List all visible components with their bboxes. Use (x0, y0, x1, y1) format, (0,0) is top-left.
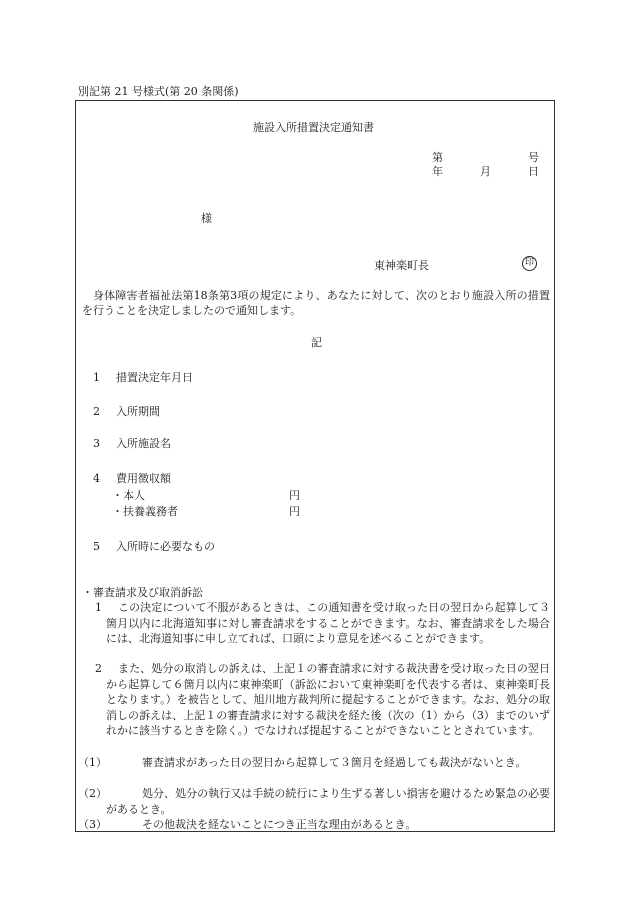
item-number: 5 (93, 540, 100, 553)
item-2 (93, 404, 160, 419)
fee-self-label: ・本人 (112, 489, 145, 502)
seal-mark: 印 (522, 256, 537, 271)
fee-guardian-unit: 円 (289, 505, 300, 518)
fee-self-unit: 円 (289, 489, 300, 502)
item-label: 入所施設名 (116, 437, 171, 450)
appeal-p2-number: 2 (95, 662, 102, 675)
date-day: 日 (528, 165, 539, 178)
number-suffix: 号 (528, 151, 539, 164)
item-label: 入所期間 (116, 405, 160, 418)
appeal-p1-text: この決定について不服があるときは、この通知書を受け取った日の翌日から起算して３箇月以内に北海道知事に対し審査請求をすることができます。なお、審査請求をした場合には、北海道知事に申し立てれば、口頭により意見を述べることができます。 (106, 601, 550, 645)
appeal-sub-2-number: （2） (78, 787, 107, 800)
addressee-suffix: 様 (201, 212, 212, 225)
appeal-p1-number: 1 (95, 601, 102, 614)
appeal-p2-text: また、処分の取消しの訴えは、上記１の審査請求に対する裁決書を受け取った日の翌日から起算して６箇月以内に東神楽町（訴訟において東神楽町を代表する者は、東神楽町長となります。）を被告として、旭川地方裁判所に提起することができます。なお、処分の取消しの訴えは、上記１の審査請求に対する裁決を経た後（次の（1）から（3）までのいずれかに該当するときを除く。）でなければ提起することができないこととされています。 (106, 662, 550, 737)
item-label: 措置決定年月日 (116, 371, 193, 384)
appeal-sub-1-text: 審査請求があった日の翌日から起算して３箇月を経過しても裁決がないとき。 (142, 756, 527, 769)
item-3 (93, 436, 171, 451)
appeal-sub-3-text: その他裁決を経ないことにつき正当な理由があるとき。 (142, 818, 417, 831)
item-5 (93, 539, 215, 554)
appeal-sub-1-number: （1） (78, 756, 107, 769)
item-number: 4 (93, 472, 100, 485)
issuer-name: 東神楽町長 (374, 259, 429, 272)
document-title: 施設入所措置決定通知書 (253, 121, 374, 134)
item-1 (93, 370, 193, 385)
item-4 (93, 471, 171, 486)
body-text: 身体障害者福祉法第18条第3項の規定により、あなたに対して、次のとおり施設入所の措置を行うことを決定しましたので通知します。 (82, 289, 550, 317)
item-number: 2 (93, 405, 100, 418)
appeal-heading: ・審査請求及び取消訴訟 (82, 586, 203, 599)
item-label: 入所時に必要なもの (116, 540, 215, 553)
item-number: 3 (93, 437, 100, 450)
fee-guardian-label: ・扶養義務者 (112, 505, 178, 518)
date-month: 月 (480, 165, 491, 178)
number-prefix: 第 (432, 151, 443, 164)
appeal-sub-3-number: （3） (78, 818, 107, 831)
appeal-sub-2-text: 処分、処分の執行又は手続の続行により生ずる著しい損害を避けるため緊急の必要があるとき。 (106, 787, 550, 816)
item-number: 1 (93, 371, 100, 384)
date-year: 年 (432, 165, 443, 178)
form-label: 別記第 21 号様式(第 20 条関係) (78, 85, 239, 98)
ki-heading: 記 (311, 336, 322, 349)
item-label: 費用徴収額 (116, 472, 171, 485)
